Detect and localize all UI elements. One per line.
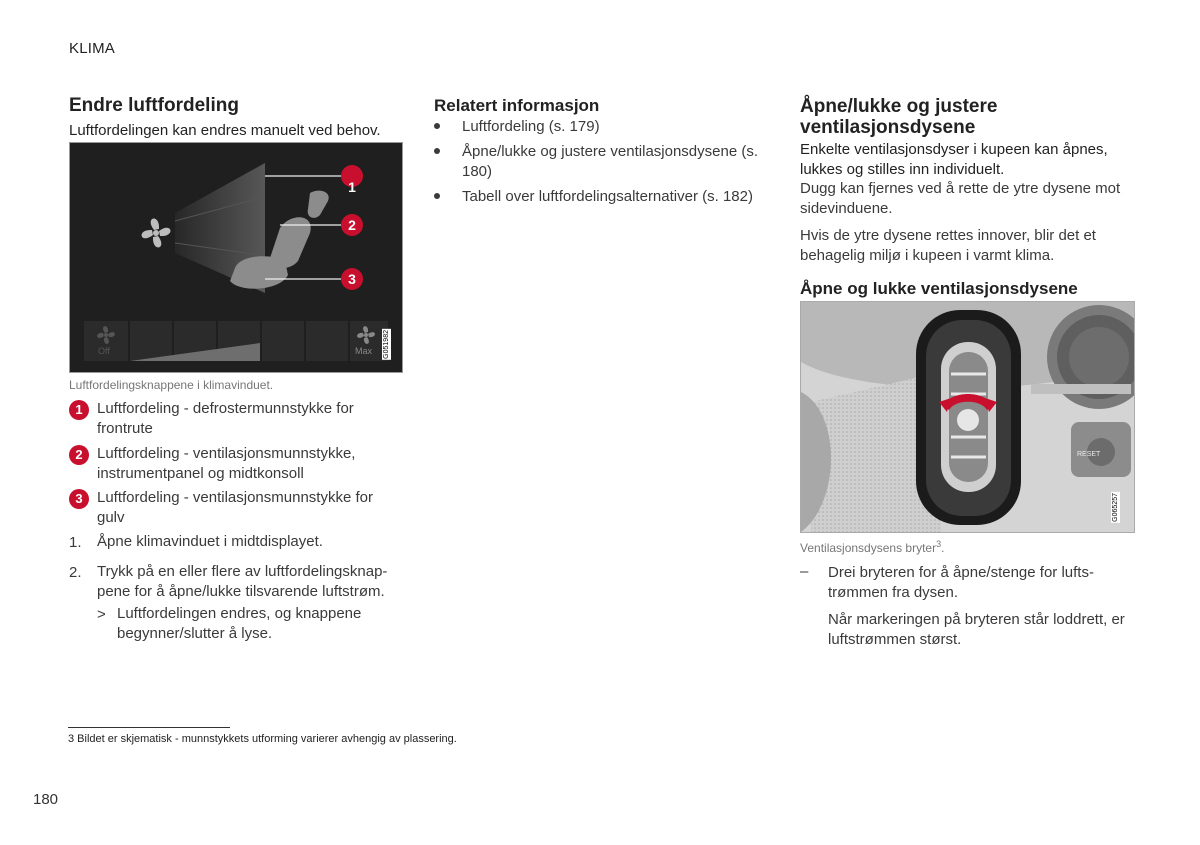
callout-1-label: 1 — [348, 179, 356, 195]
air-distribution-illustration — [70, 143, 402, 372]
section-label: KLIMA — [69, 40, 116, 57]
footnote: 3 Bildet er skjematisk - munnstykkets utforming varierer avhengig av plassering. — [68, 733, 457, 745]
right-instruction: Drei bryteren for å åpne/stenge for lufts-trømmen fra dysen. — [828, 564, 1094, 601]
step-text: Åpne klimavinduet i midtdisplayet. — [97, 533, 323, 550]
result-text: Luftfordelingen endres, og knappene begynner/slutter å lyse. — [117, 605, 362, 642]
callout-list — [69, 399, 399, 529]
callout-text: Luftfordeling - ventilasjonsmunnstykke, instrumentpanel og midtkonsoll — [97, 445, 356, 482]
result-marker: > — [97, 606, 106, 623]
right-heading: Åpne/lukke og justere ventilasjonsdysene — [800, 96, 998, 138]
off-button-label: Off — [98, 346, 110, 356]
callout-badge: 3 — [69, 489, 89, 509]
steps-list — [69, 532, 399, 647]
vent-illustration — [801, 302, 1134, 532]
related-link-item[interactable] — [434, 187, 774, 207]
page-number: 180 — [33, 791, 59, 808]
related-link[interactable]: Tabell over luftfordelingsalternativer (s. 182) — [462, 188, 753, 205]
right-subheading: Åpne og lukke ventilasjonsdysene — [800, 279, 1078, 298]
reset-label: RESET — [1077, 451, 1101, 458]
step-number: 1. — [69, 534, 82, 551]
caption-text: Ventilasjonsdysens bryter — [800, 541, 937, 555]
related-info-heading: Relatert informasjon — [434, 96, 600, 115]
related-links — [434, 117, 774, 217]
callout-badge: 2 — [69, 445, 89, 465]
step-number: 2. — [69, 564, 82, 581]
bullet-icon — [434, 193, 440, 199]
related-link[interactable]: Åpne/lukke og justere ventilasjonsdysene (s. 180) — [462, 143, 759, 180]
right-para-2: Hvis de ytre dysene rettes innover, blir det et behagelig miljø i kupeen i varmt klima. — [800, 227, 1096, 264]
left-figure-caption: Luftfordelingsknappene i klimavinduet. — [69, 378, 274, 392]
vent-knob — [957, 409, 979, 431]
air-distribution-figure — [69, 142, 403, 373]
figure-id: G065257 — [1112, 493, 1119, 522]
related-link-item[interactable] — [434, 142, 774, 182]
figure-id: G051982 — [383, 330, 390, 359]
footnote-ref[interactable]: 3 — [936, 539, 942, 549]
vent-figure — [800, 301, 1135, 533]
related-link[interactable]: Luftfordeling (s. 179) — [462, 118, 600, 135]
callout-2-label: 2 — [348, 217, 356, 233]
left-heading: Endre luftfordeling — [69, 95, 239, 116]
callout-text: Luftfordeling - ventilasjonsmunnstykke for gulv — [97, 489, 373, 526]
right-intro: Enkelte ventilasjonsdyser i kupeen kan åpnes, lukkes og stilles inn individuelt. — [800, 141, 1108, 178]
right-note: Når markeringen på bryteren står loddrett, er luftstrømmen størst. — [828, 611, 1125, 648]
footnote-divider — [68, 727, 230, 728]
dash-marker: – — [800, 563, 809, 580]
left-intro: Luftfordelingen kan endres manuelt ved behov. — [69, 122, 381, 139]
callout-badge: 1 — [69, 400, 89, 420]
bullet-icon — [434, 148, 440, 154]
max-button-label: Max — [355, 346, 373, 356]
callout-text: Luftfordeling - defrostermunnstykke for frontrute — [97, 400, 354, 437]
bullet-icon — [434, 123, 440, 129]
step-text: Trykk på en eller flere av luftfordelingsknap-pene for å åpne/lukke tilsvarende luftstrøm. — [97, 563, 388, 600]
right-figure-caption: Ventilasjonsdysens bryter$^3$. — [800, 539, 945, 555]
related-link-item[interactable] — [434, 117, 774, 137]
callout-3-label: 3 — [348, 271, 356, 287]
right-para-1: Dugg kan fjernes ved å rette de ytre dysene mot sidevinduene. — [800, 180, 1121, 217]
